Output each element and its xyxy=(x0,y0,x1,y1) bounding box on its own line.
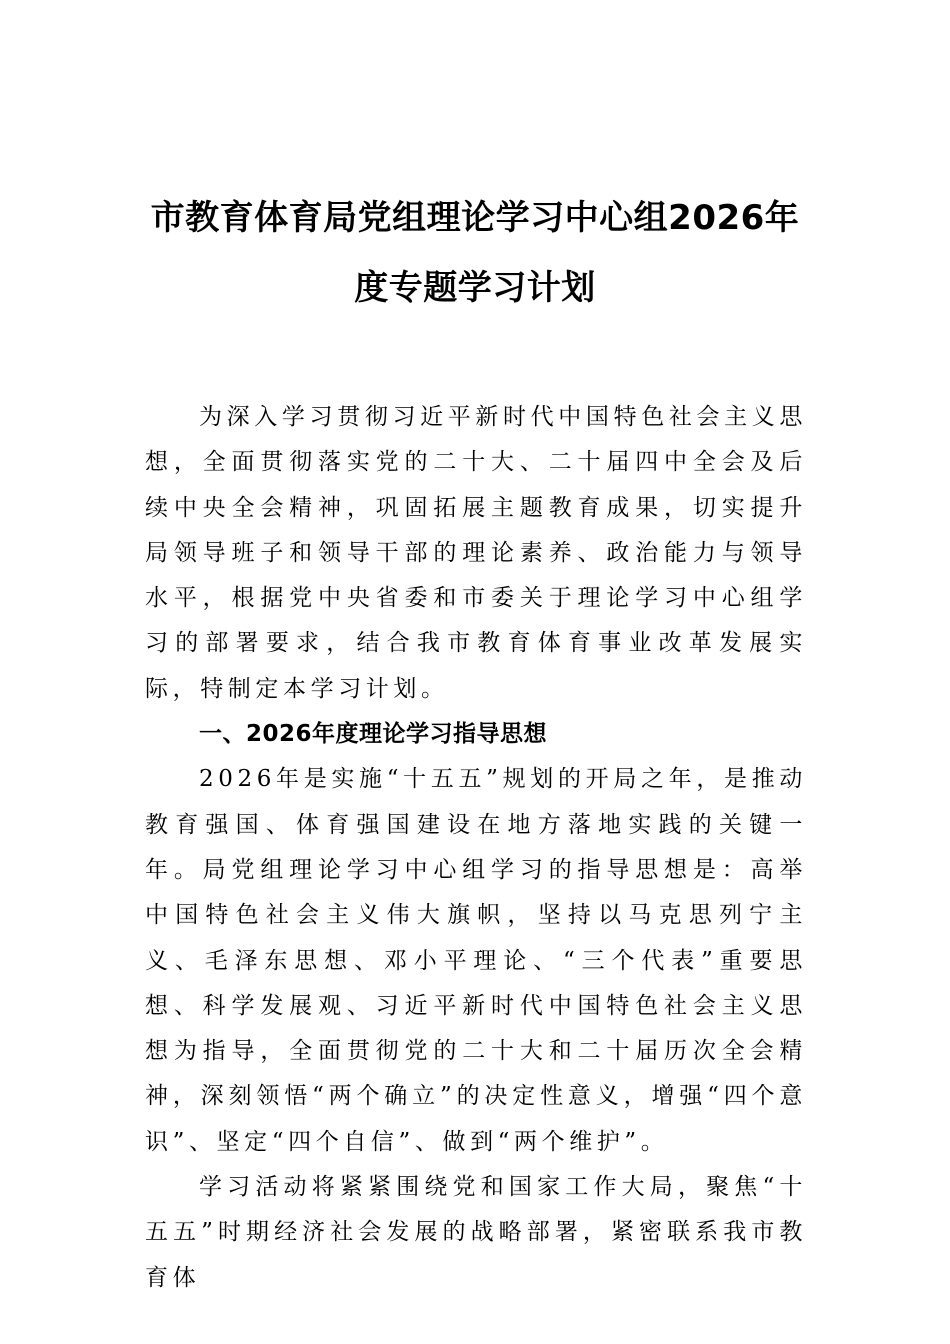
body-paragraph: 学习活动将紧紧围绕党和国家工作大局，聚焦“十五五”时期经济社会发展的战略部署，紧密联系我市教育体 xyxy=(145,1174,807,1291)
body-paragraph: 2026年是实施“十五五”规划的开局之年，是推动教育强国、体育强国建设在地方落地实践的关键一年。局党组理论学习中心组学习的指导思想是：高举中国特色社会主义伟大旗帜，坚持以马克思列宁主义、毛泽东思想、邓小平理论、“三个代表”重要思想、科学发展观、习近平新时代中国特色社会主义思想为指导，全面贯彻党的二十大和二十届历次全会精神，深刻领悟“两个确立”的决定性意义，增强“四个意识”、坚定“四个自信”、做到“两个维护”。 xyxy=(145,766,807,1155)
section-heading: 一、2026年度理论学习指导思想 xyxy=(199,721,548,748)
document-body xyxy=(145,395,807,1301)
document-title-line-1: 市教育体育局党组理论学习中心组2026年 xyxy=(150,198,800,238)
intro-paragraph: 为深入学习贯彻习近平新时代中国特色社会主义思想，全面贯彻落实党的二十大、二十届四中全会及后续中央全会精神，巩固拓展主题教育成果，切实提升局领导班子和领导干部的理论素养、政治能力与领导水平，根据党中央省委和市委关于理论学习中心组学习的部署要求，结合我市教育体育事业改革发展实际，特制定本学习计划。 xyxy=(145,404,807,702)
document-title-line-2: 度专题学习计划 xyxy=(354,268,596,308)
